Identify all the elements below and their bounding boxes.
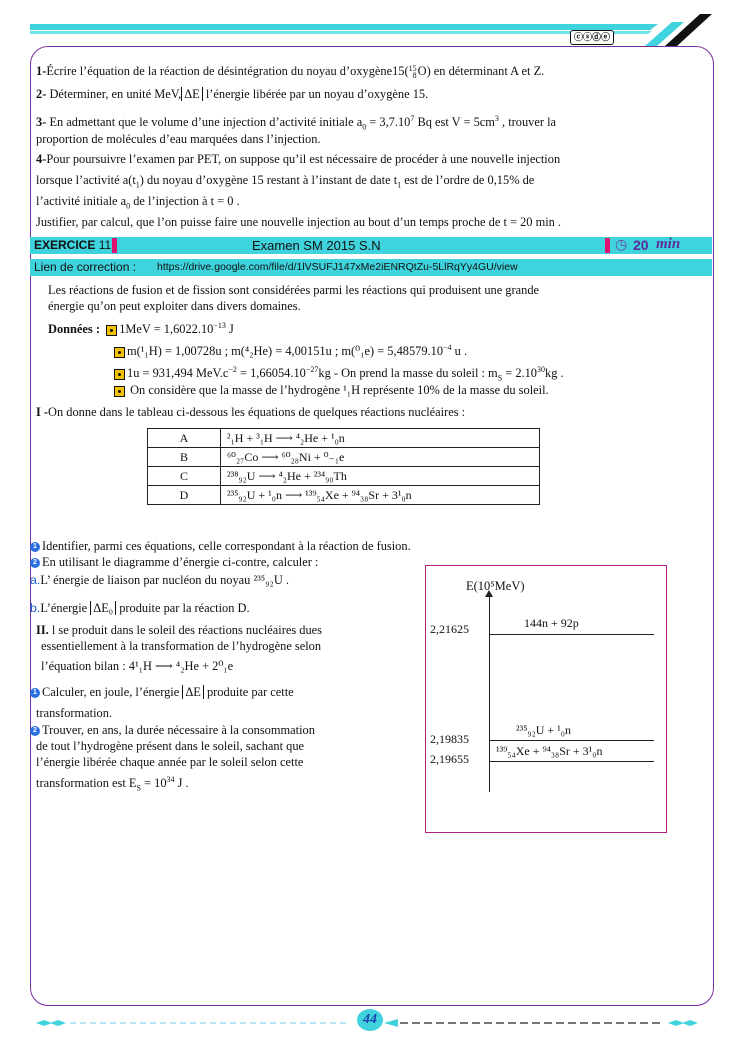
data-line3: 1u = 931,494 $MeV.c^{-2} = 1,66054.10^{-27}kg - On$ prend la masse du soleil : $m_S = 2.10^{30}kg$ .	[114, 362, 564, 387]
question-2: 2- Déterminer, en unité MeV, ΔE l’énergie libérée par un noyau d’oxygène 15.	[36, 87, 429, 101]
level-line	[489, 634, 654, 635]
radiation-icon	[106, 325, 117, 336]
part1-intro: I -On donne dans le tableau ci-dessous les équations de quelques réactions nucléaires :	[36, 405, 466, 419]
level-label: 144n + 92p	[524, 616, 579, 630]
exercise-duration: 20	[633, 237, 649, 253]
exercise-label: EXERCICE 11	[34, 238, 112, 252]
table-row: C ²³⁸₉₂U ⟶ ⁴₂He + ²³⁴₉₀Th	[148, 467, 540, 486]
question-3: 3- En admettant que le volume d’une injection d’activité initiale $a_0 = 3,7.10^7$ Bq est $V = 5cm^3$ , trouver la	[36, 114, 557, 132]
clock-icon: ◷	[615, 238, 628, 253]
exercise-title: Examen SM 2015 S.N	[252, 238, 381, 253]
bullet-1-icon: 1	[30, 688, 40, 698]
part1-qa: a.L’ énergie de liaison par nucléon du noyau ²³⁵₉₂U .	[30, 573, 289, 587]
data-line4: On considère que la masse de l’hydrogène ¹₁H représente 10% de la masse du soleil.	[114, 382, 549, 398]
intro-line1: Les réactions de fusion et de fission sont considérées parmi les réactions qui produisent une grande	[48, 283, 540, 297]
level-line	[489, 761, 654, 762]
header-decoration	[0, 0, 744, 46]
diagram-axis-label: E(10⁵MeV)	[466, 579, 525, 593]
level-value: 2,21625	[430, 622, 469, 636]
table-row: B ⁶⁰₂₇Co ⟶ ⁶⁰₂₈Ni + ⁰₋₁e	[148, 448, 540, 467]
part2-q2-line4: transformation est $E_S = 10^{34}$ J .	[36, 775, 189, 793]
part1-q2: 2 En utilisant le diagramme d’énergie ci-contre, calculer :	[30, 554, 318, 570]
axis-arrow-icon	[485, 590, 493, 597]
exercise-header	[30, 237, 712, 254]
question-1: 1-Écrire l’équation de la réaction de désintégration du noyau d’oxygène15( 15 8 O) en déterminant A et Z.	[36, 64, 545, 81]
data-line1: Données : $1MeV = 1,6022.10^{-13}$ J	[48, 321, 234, 337]
correction-label: Lien de correction :	[34, 260, 137, 274]
radiation-icon	[114, 369, 125, 380]
part2-q1: 1 Calculer, en joule, l’énergie ΔE produite par cette	[30, 684, 294, 700]
part2-q2-line2: de tout l’hydrogène présent dans le soleil, sachant que	[36, 739, 305, 753]
page-number: 44	[357, 1009, 383, 1031]
header-band	[0, 0, 744, 46]
level-label: ²³⁵₉₂U + ¹₀n	[516, 723, 571, 737]
bullet-2-icon: 2	[30, 558, 40, 568]
bullet-2-icon: 2	[30, 726, 40, 736]
duration-marker	[605, 238, 610, 253]
part1-qb: b.L’énergie ΔE₀ produite par la réaction D.	[30, 601, 250, 615]
part2-q2: 2 Trouver, en ans, la durée nécessaire à la consommation	[30, 722, 315, 738]
energy-diagram	[425, 565, 667, 833]
question-4-line2: lorsque l’activité $a(t_1)$ du noyau d’oxygène 15 restant à l’instant de date $t_1$ est de l’ordre de 0,15% de	[36, 173, 535, 190]
part2-q2-line3: l’énergie libérée chaque année par le soleil selon cette	[36, 755, 304, 769]
level-line	[489, 740, 654, 741]
part2-line3: l’équation bilan : 4¹₁H ⟶ ⁴₂He + 2⁰₁e	[41, 659, 234, 673]
correction-bar	[30, 259, 712, 276]
data-line2: m(¹₁H) = 1,00728u ; m(⁴₂He) = 4,00151u ; $m(^0_1e) = 5,48579.10^{-4}$ u .	[114, 340, 467, 359]
license-badge	[570, 30, 614, 45]
level-value: 2,19835	[430, 732, 469, 746]
exercise-marker	[112, 238, 117, 253]
level-label: ¹³⁹₅₄Xe + ⁹⁴₃₈Sr + 3¹₀n	[496, 744, 603, 758]
reactions-table	[147, 428, 540, 505]
question-4: 4-Pour poursuivre l’examen par PET, on suppose qu’il est nécessaire de procéder à une nouvelle injection	[36, 152, 561, 166]
footer	[0, 1006, 744, 1036]
part1-q1: 1 Identifier, parmi ces équations, celle correspondant à la réaction de fusion.	[30, 538, 411, 554]
radiation-icon	[114, 347, 125, 358]
part2-line1: II. l se produit dans le soleil des réactions nucléaires dues	[36, 623, 322, 637]
exercise-duration-unit: min	[656, 236, 681, 252]
correction-link[interactable]: https://drive.google.com/file/d/1lVSUFJ147xMe2iENRQtZu-5LlRqYy4GU/view	[157, 261, 518, 273]
bullet-1-icon: 1	[30, 542, 40, 552]
table-row: D ²³⁵₉₂U + ¹₀n ⟶ ¹³⁹₅₄Xe + ⁹⁴₃₈Sr + 3¹₀n	[148, 486, 540, 505]
cc-icon: ⓒⓢⓓⓔ	[573, 32, 610, 42]
part2-line2: essentiellement à la transformation de l’hydrogène selon	[41, 639, 322, 653]
radiation-icon	[114, 386, 125, 397]
diagram-axis	[489, 596, 490, 792]
table-row: A ²₁H + ³₁H ⟶ ⁴₂He + ¹₀n	[148, 429, 540, 448]
question-4-line3: l’activité initiale $a_0$ de l’injection à t = 0 .	[36, 194, 240, 211]
level-value: 2,19655	[430, 752, 469, 766]
question-3-cont: proportion de molécules d’eau marquées dans l’injection.	[36, 132, 321, 146]
part2-q1-cont: transformation.	[36, 706, 113, 720]
intro-line2: énergie qu’on peut exploiter dans divers domaines.	[48, 299, 301, 313]
question-4-line4: Justifier, par calcul, que l’on puisse faire une nouvelle injection au bout d’un temps proche de t = 20 min .	[36, 215, 562, 229]
